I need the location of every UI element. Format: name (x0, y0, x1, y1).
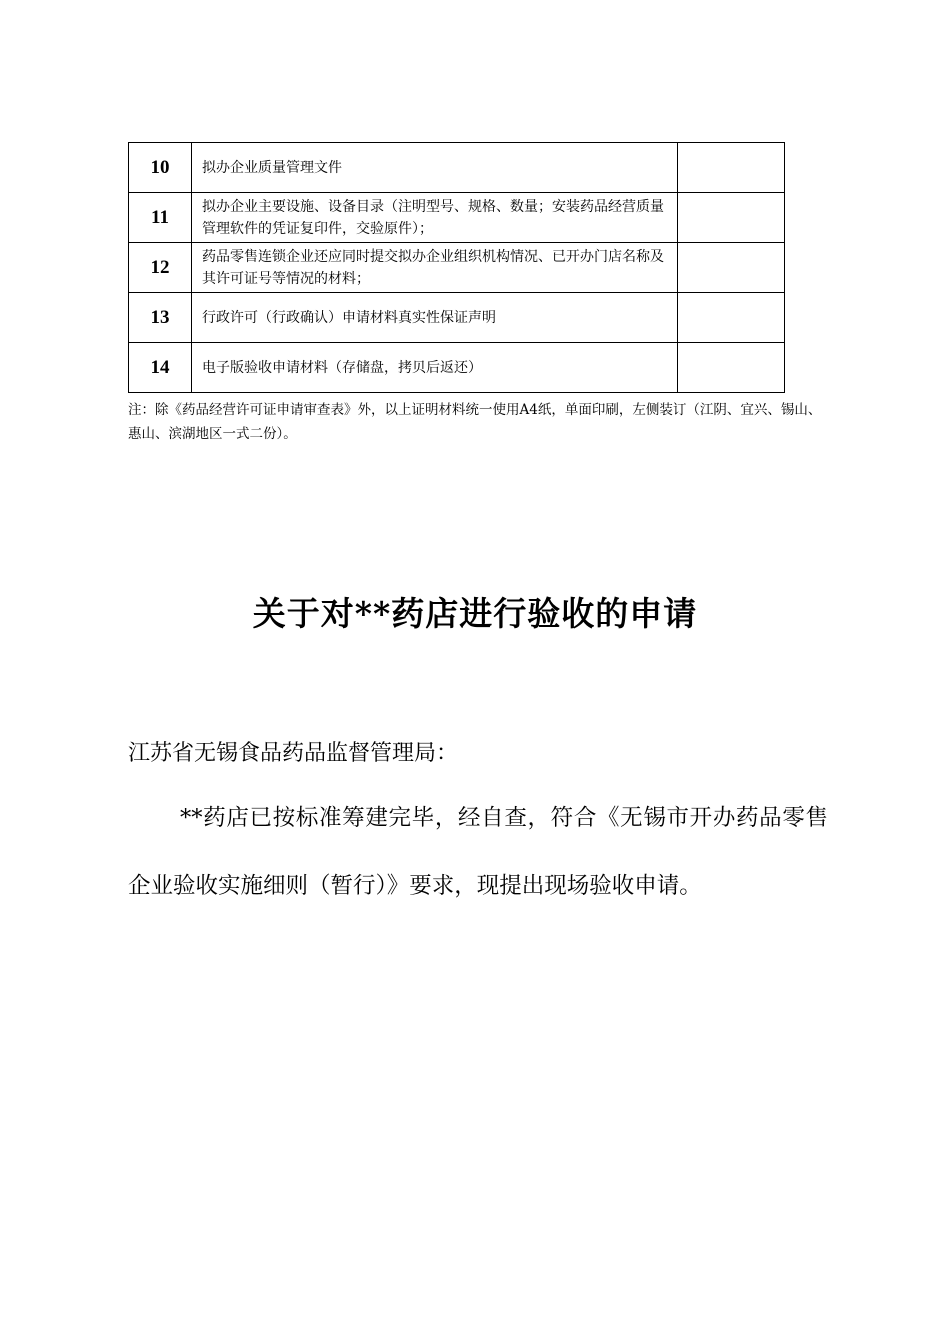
row-item-text: 拟办企业质量管理文件 (192, 143, 678, 193)
table-row (129, 343, 785, 393)
row-item-text: 行政许可（行政确认）申请材料真实性保证声明 (192, 293, 678, 343)
row-item-text: 拟办企业主要设施、设备目录（注明型号、规格、数量；安装药品经营质量管理软件的凭证复印件，交验原件）； (192, 193, 678, 243)
row-number: 13 (129, 293, 192, 343)
table-row (129, 293, 785, 343)
row-number: 14 (129, 343, 192, 393)
table-row (129, 143, 785, 193)
row-check-cell (678, 193, 785, 243)
row-check-cell (678, 293, 785, 343)
table-footnote: 注：除《药品经营许可证申请审查表》外，以上证明材料统一使用A4纸，单面印刷，左侧装订（江阴、宜兴、锡山、惠山、滨湖地区一式二份）。 (128, 402, 822, 442)
row-check-cell (678, 143, 785, 193)
row-check-cell (678, 243, 785, 293)
letter-body: **药店已按标准筹建完毕，经自查，符合《无锡市开办药品零售企业验收实施细则（暂行）》要求，现提出现场验收申请。 (128, 805, 828, 899)
row-item-text: 电子版验收申请材料（存储盘，拷贝后返还） (192, 343, 678, 393)
row-item-text: 药品零售连锁企业还应同时提交拟办企业组织机构情况、已开办门店名称及其许可证号等情况的材料； (192, 243, 678, 293)
table-row (129, 243, 785, 293)
row-number: 12 (129, 243, 192, 293)
row-number: 10 (129, 143, 192, 193)
letter-addressee: 江苏省无锡食品药品监督管理局： (128, 741, 459, 766)
row-check-cell (678, 343, 785, 393)
table-row (129, 193, 785, 243)
row-number: 11 (129, 193, 192, 243)
materials-checklist-table (128, 142, 785, 393)
letter-title: 关于对**药店进行验收的申请 (252, 594, 698, 633)
